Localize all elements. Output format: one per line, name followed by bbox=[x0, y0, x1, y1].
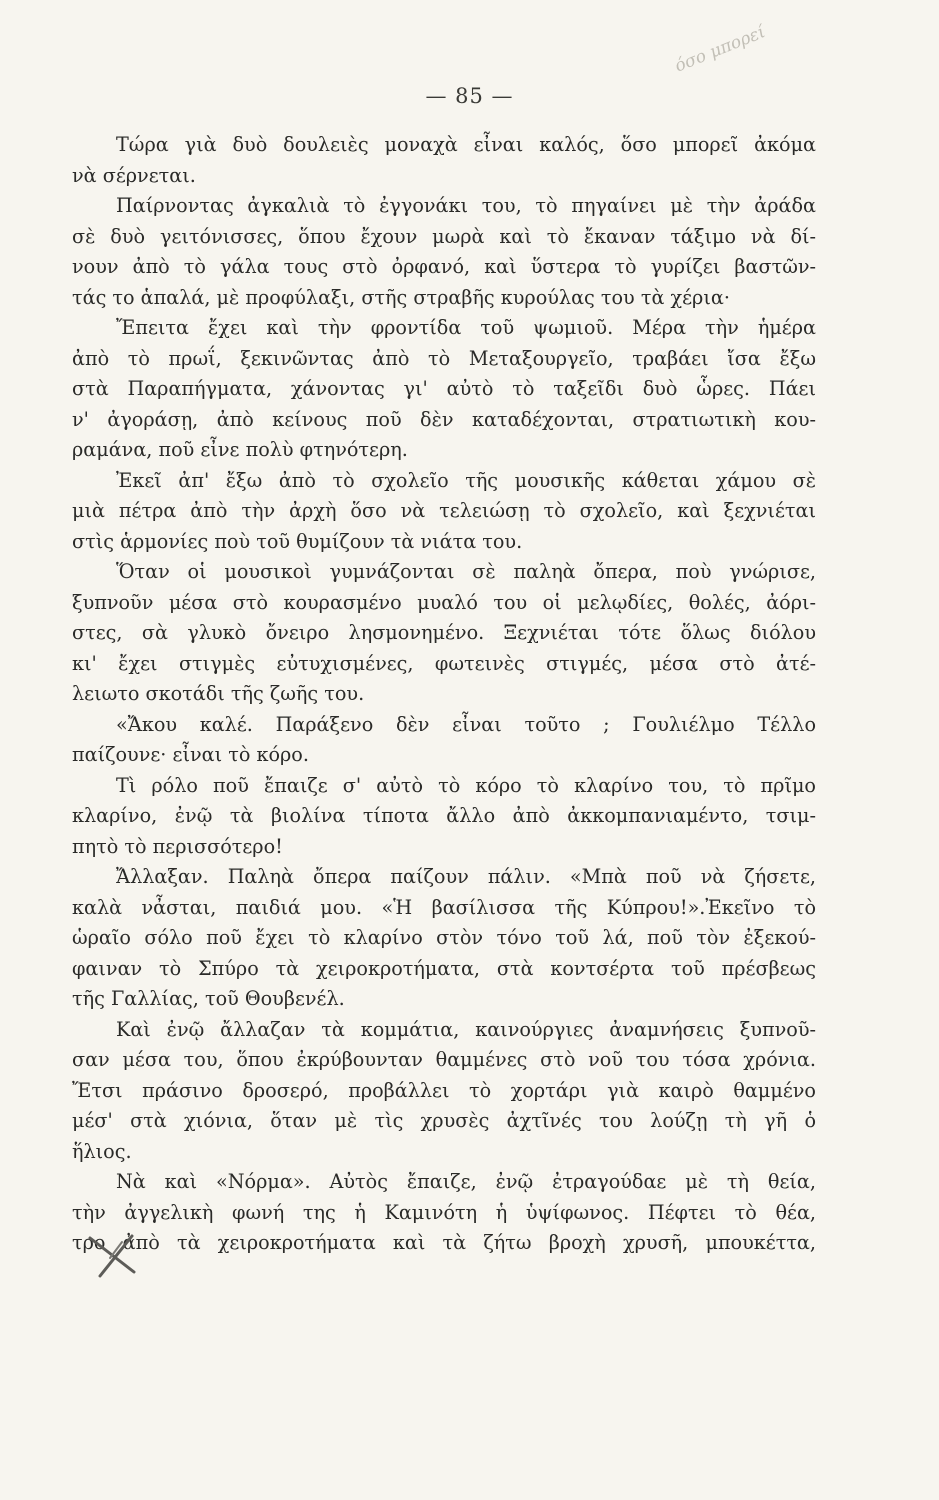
text-line: στὰ Παραπήγματα, χάνοντας γι' αὐτὸ τὸ ταξεῖδι δυὸ ὧρες. Πάει bbox=[72, 377, 816, 400]
text-line: κλαρίνο, ἐνῷ τὰ βιολίνα τίποτα ἄλλο ἀπὸ ἀκκομπανιαμέντο, τσιμ- bbox=[72, 804, 816, 827]
text-line: ἀπὸ τὸ πρωΐ, ξεκινῶντας ἀπὸ τὸ Μεταξουργεῖο, τραβάει ἴσα ἔξω bbox=[72, 346, 816, 370]
text-line: στὶς ἁρμονίες ποὺ τοῦ θυμίζουν τὰ νιάτα του. bbox=[72, 529, 523, 553]
text-line: νουν ἀπὸ τὸ γάλα τους στὸ ὀρφανό, καὶ ὕστερα τὸ γυρίζει βαστῶν- bbox=[72, 255, 816, 278]
text-line: στες, σὰ γλυκὸ ὄνειρο λησμονημένο. Ξεχνιέται τότε ὅλως διόλου bbox=[72, 621, 816, 644]
text-line: μέσ' στὰ χιόνια, ὅταν μὲ τὶς χρυσὲς ἀχτῖνές του λούζῃ τὴ γῆ ὁ bbox=[72, 1109, 816, 1132]
body-text bbox=[72, 130, 816, 1259]
text-line: νὰ σέρνεται. bbox=[72, 163, 196, 187]
handwritten-margin-note: όσο μπορεί bbox=[672, 22, 769, 77]
text-line: τρο ἀπὸ τὰ χειροκροτήματα καὶ τὰ ζήτω βροχὴ χρυσῆ, μπουκέττα, bbox=[72, 1231, 816, 1254]
text-line: Τώρα γιὰ δυὸ δουλειὲς μοναχὰ εἶναι καλός, ὅσο μπορεῖ ἀκόμα bbox=[116, 133, 816, 156]
text-line: Νὰ καὶ «Νόρμα». Αὐτὸς ἔπαιζε, ἐνῷ ἐτραγούδαε μὲ τὴ θεία, bbox=[116, 1170, 816, 1193]
text-line: σαν μέσα του, ὅπου ἐκρύβουνταν θαμμένες στὸ νοῦ του τόσα χρόνια. bbox=[72, 1048, 816, 1071]
page-number: — 85 — bbox=[425, 84, 514, 108]
text-line: ν' ἀγοράσῃ, ἀπὸ κείνους ποῦ δὲν καταδέχονται, στρατιωτικὴ κου- bbox=[72, 407, 816, 431]
text-line: πητὸ τὸ περισσότερο! bbox=[72, 834, 283, 858]
text-line: τὴν ἀγγελικὴ φωνή της ἡ Καμινότη ἡ ὑψίφωνος. Πέφτει τὸ θέα, bbox=[72, 1200, 816, 1224]
text-line: κι' ἔχει στιγμὲς εὐτυχισμένες, φωτεινὲς στιγμές, μέσα στὸ ἀτέ- bbox=[72, 651, 816, 675]
text-line: Ἐκεῖ ἀπ' ἔξω ἀπὸ τὸ σχολεῖο τῆς μουσικῆς κάθεται χάμου σὲ bbox=[116, 468, 816, 492]
text-line: λειωτο σκοτάδι τῆς ζωῆς του. bbox=[72, 682, 365, 705]
text-line: Καὶ ἐνῷ ἄλλαζαν τὰ κομμάτια, καινούργιες ἀναμνήσεις ξυπνοῦ- bbox=[116, 1017, 816, 1041]
text-line: φαιναν τὸ Σπύρο τὰ χειροκροτήματα, στὰ κοντσέρτα τοῦ πρέσβεως bbox=[72, 956, 816, 980]
text-line: μιὰ πέτρα ἀπὸ τὴν ἀρχὴ ὅσο νὰ τελειώσῃ τὸ σχολεῖο, καὶ ξεχνιέται bbox=[72, 499, 816, 522]
text-line: «Ἄκου καλέ. Παράξενο δὲν εἶναι τοῦτο ; Γουλιέλμο Τέλλο bbox=[116, 712, 816, 736]
text-line: τάς το ἁπαλά, μὲ προφύλαξι, στῆς στραβῆς κυρούλας του τὰ χέρια· bbox=[72, 285, 730, 309]
text-line: ὡραῖο σόλο ποῦ ἔχει τὸ κλαρίνο στὸν τόνο τοῦ λά, ποῦ τὸν ἐξεκού- bbox=[72, 926, 816, 949]
text-line: παίζουνε· εἶναι τὸ κόρο. bbox=[72, 743, 309, 766]
text-line: Ὅταν οἱ μουσικοὶ γυμνάζονται σὲ παληὰ ὄπερα, ποὺ γνώρισε, bbox=[116, 560, 816, 583]
text-line: ραμάνα, ποῦ εἶνε πολὺ φτηνότερη. bbox=[72, 438, 408, 461]
text-line: Ἔτσι πράσινο δροσερό, προβάλλει τὸ χορτάρι γιὰ καιρὸ θαμμένο bbox=[72, 1078, 816, 1102]
text-line: Τὶ ρόλο ποῦ ἔπαιζε σ' αὐτὸ τὸ κόρο τὸ κλαρίνο του, τὸ πρῖμο bbox=[116, 773, 816, 797]
text-line: Ἔπειτα ἔχει καὶ τὴν φροντίδα τοῦ ψωμιοῦ. Μέρα τὴν ἡμέρα bbox=[116, 316, 816, 339]
text-line: Ἄλλαξαν. Παληὰ ὄπερα παίζουν πάλιν. «Μπὰ ποῦ νὰ ζήσετε, bbox=[116, 865, 816, 888]
text-line: Παίρνοντας ἀγκαλιὰ τὸ ἐγγονάκι του, τὸ πηγαίνει μὲ τὴν ἀράδα bbox=[116, 194, 816, 217]
text-line: ἥλιος. bbox=[72, 1139, 132, 1163]
text-line: ξυπνοῦν μέσα στὸ κουρασμένο μυαλό του οἱ μελῳδίες, θολές, ἀόρι- bbox=[72, 590, 816, 614]
text-line: τῆς Γαλλίας, τοῦ Θουβενέλ. bbox=[72, 987, 345, 1010]
text-line: σὲ δυὸ γειτόνισσες, ὅπου ἔχουν μωρὰ καὶ τὸ ἔκαναν τάξιμο νὰ δί- bbox=[72, 224, 816, 248]
pencil-cross-mark bbox=[82, 1232, 146, 1278]
text-line: καλὰ νἆσται, παιδιά μου. «Ἡ βασίλισσα τῆς Κύπρου!».Ἐκεῖνο τὸ bbox=[72, 895, 816, 919]
